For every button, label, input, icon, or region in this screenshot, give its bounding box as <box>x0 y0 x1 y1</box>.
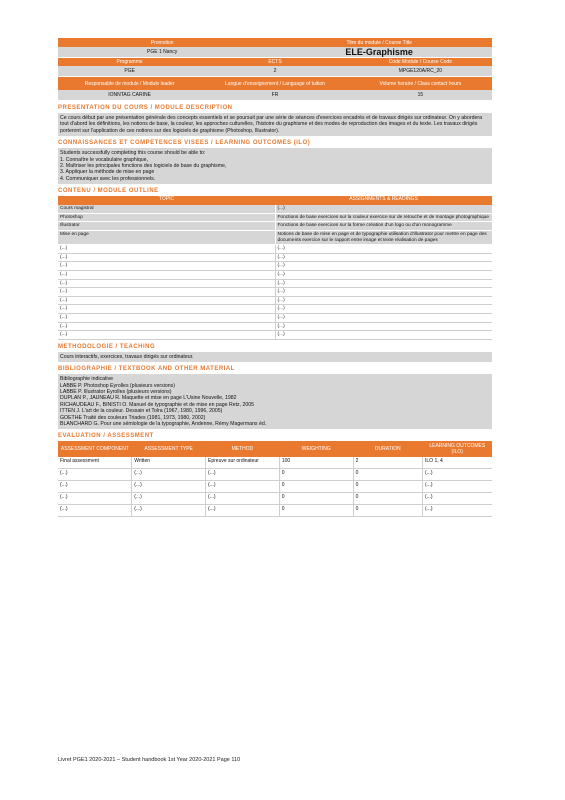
ilo-item: 3. Appliquer la méthode de mise en page <box>60 169 155 176</box>
outline-topic: Photoshop <box>58 213 275 222</box>
contenu-heading: CONTENU / MODULE OUTLINE <box>58 188 159 195</box>
outline-row <box>58 279 492 288</box>
assessment-cell: (...) <box>206 505 280 517</box>
assessment-cell: (...) <box>423 469 493 481</box>
ilo-heading: CONNAISSANCES ET COMPETENCES VISEES / LEARNING OUTCOMES (ILO) <box>58 140 311 147</box>
outline-row <box>58 322 492 331</box>
outline-assignment: (...) <box>275 331 492 340</box>
assessment-cell: (...) <box>423 493 493 505</box>
langue-label: Langue d'enseignement / Language of tuition <box>201 77 349 91</box>
outline-assignment: (...) <box>275 245 492 254</box>
course-title: ELE-Graphisme <box>266 47 492 58</box>
outline-table <box>58 196 492 340</box>
outline-assignment: (...) <box>275 279 492 288</box>
outline-row <box>58 288 492 297</box>
eval-header: METHOD <box>206 441 280 457</box>
programme-table <box>58 58 492 101</box>
programme-label: Programme <box>58 58 201 66</box>
assessment-cell: (...) <box>58 505 132 517</box>
eval-header: ASSESSMENT COMPONENT <box>58 441 132 457</box>
assessment-table <box>58 441 492 517</box>
assessment-cell: (...) <box>132 481 206 493</box>
outline-topic: (...) <box>58 313 275 322</box>
outline-row <box>58 331 492 340</box>
assessment-cell: (...) <box>58 469 132 481</box>
assessment-cell: (...) <box>132 505 206 517</box>
outline-topic: Illustrator <box>58 222 275 231</box>
programme-value: PGE <box>58 66 201 77</box>
outline-topic: Cours magistral <box>58 205 275 213</box>
ects-label: ECTS <box>201 58 349 66</box>
outline-topic: (...) <box>58 322 275 331</box>
assessment-row <box>58 505 492 517</box>
title-label: Titre du module / Course Title <box>266 38 492 47</box>
assessment-cell: 2 <box>353 457 422 469</box>
outline-assignment: (...) <box>275 305 492 314</box>
bibliographie-heading: BIBLIOGRAPHIE / TEXTBOOK AND OTHER MATERIAL <box>58 366 235 373</box>
assessment-cell: (...) <box>58 481 132 493</box>
outline-row <box>58 205 492 213</box>
biblio-line: LABBE P. Illustrator Eyrolles (plusieurs versions) <box>60 388 172 395</box>
eval-header: DURATION <box>353 441 422 457</box>
assessment-cell: 0 <box>279 493 353 505</box>
assessment-cell: Epreuve sur ordinateur <box>206 457 280 469</box>
assessment-row <box>58 469 492 481</box>
eval-header: ASSESSMENT TYPE <box>132 441 206 457</box>
presentation-heading: PRESENTATION DU COURS / MODULE DESCRIPTION <box>58 105 233 111</box>
outline-row <box>58 245 492 254</box>
assessment-cell: 0 <box>279 505 353 517</box>
eval-header: LEARNING OUTCOMES (ILO) <box>423 441 493 457</box>
biblio-line: LABBE P. Photoshop Eyrolles (plusieurs versions) <box>60 382 175 389</box>
assessment-cell: Written <box>132 457 206 469</box>
outline-topic: (...) <box>58 271 275 280</box>
ilo-item: 1. Connaître le vocabulaire graphique, <box>60 156 148 163</box>
ilo-box <box>58 148 492 184</box>
eval-header: WEIGHTING <box>279 441 353 457</box>
assessment-cell: (...) <box>206 469 280 481</box>
outline-assignment: Notions de base de mise en page et de typographie utilisation d'illustrator pour mettre en page des documents exercice sur le rapport entre image et texte réalisation de pages <box>275 231 492 245</box>
outline-row <box>58 296 492 305</box>
outline-assignment: (...) <box>275 313 492 322</box>
assessment-cell: 0 <box>353 493 422 505</box>
ilo-intro: Students successfully completing this course should be able to: <box>60 150 206 157</box>
assessment-cell: 0 <box>279 469 353 481</box>
outline-topic: (...) <box>58 245 275 254</box>
outline-assignment: (...) <box>275 322 492 331</box>
assessment-cell: (...) <box>206 493 280 505</box>
presentation-text: Ce cours début par une présentation générale des concepts essentiels et se poursuit par une série de séances d'exercices encadrés et de travaux dirigés sur ordinateur. On y abordera tout d'abord les définitions, les notions de base, la couleur, les approches culturelles, l'histoire du graphisme et des modes de reproduction des images et du texte. Les travaux dirigés porteront sur l'application de ces notions sur des logiciels de graphisme (Photoshop, Illustrator). <box>60 115 483 134</box>
outline-row <box>58 305 492 314</box>
responsable-value: IONNTAG CARINE <box>58 90 201 101</box>
assessment-cell: 0 <box>279 481 353 493</box>
outline-row <box>58 262 492 271</box>
outline-assignment: (...) <box>275 205 492 213</box>
outline-topic: (...) <box>58 279 275 288</box>
outline-row <box>58 313 492 322</box>
document-page <box>58 38 492 517</box>
outline-topic: (...) <box>58 296 275 305</box>
presentation-box <box>58 113 492 136</box>
outline-row <box>58 222 492 231</box>
methodologie-box <box>58 352 492 362</box>
assessment-cell: 0 <box>353 505 422 517</box>
outline-assignment: (...) <box>275 288 492 297</box>
outline-row <box>58 213 492 222</box>
methodologie-heading: METHODOLOGIE / TEACHING <box>58 343 156 350</box>
code-label: Code Module / Course Code <box>349 58 492 66</box>
assessment-cell: Final assessment <box>58 457 132 469</box>
biblio-line: DUPLAN P., JAUNEAU R. Maquette et mise en page L'Usine Nouvelle, 1982 <box>60 395 237 402</box>
assessment-cell: 0 <box>353 481 422 493</box>
module-header-table <box>58 38 492 58</box>
outline-assignment: Fonctions de base exercices sur la couleur exercice sur de retouche et de montage photographique <box>275 213 492 222</box>
outline-assignment: (...) <box>275 296 492 305</box>
code-value: MPGE120A/RC_20 <box>349 66 492 77</box>
evaluation-heading: EVALUATION / ASSESSMENT <box>58 433 154 440</box>
outline-assignment: Fonctions de base exercices sur la forme création d'un logo ou d'un monogramme <box>275 222 492 231</box>
assessment-cell: (...) <box>423 505 493 517</box>
volume-value: 15 <box>349 90 492 101</box>
outline-topic: (...) <box>58 253 275 262</box>
bibliographie-box <box>58 374 492 429</box>
responsable-label: Responsable de module / Module leader <box>58 77 201 91</box>
langue-value: FR <box>201 90 349 101</box>
outline-row <box>58 253 492 262</box>
biblio-line: GOETHE Traité des couleurs Triades (1981, 1973, 1980, 2002) <box>60 414 206 421</box>
outline-assignment: (...) <box>275 253 492 262</box>
biblio-line: ITTEN J. L'art de la couleur. Dessain et Tolra (1967, 1980, 1996, 2005) <box>60 408 223 415</box>
promotion-label: Promotion <box>58 38 266 47</box>
assessment-cell: (...) <box>206 481 280 493</box>
outline-topic: (...) <box>58 331 275 340</box>
assign-header: ASSIGNMENTS & READINGS <box>275 196 492 205</box>
volume-label: Volume horaire / Class contact hours <box>349 77 492 91</box>
assessment-cell: (...) <box>132 469 206 481</box>
methodologie-text: Cours interactifs, exercices, travaux dirigés sur ordinateur. <box>60 353 194 360</box>
outline-topic: (...) <box>58 262 275 271</box>
assessment-cell: 100 <box>279 457 353 469</box>
outline-assignment: (...) <box>275 262 492 271</box>
outline-topic: (...) <box>58 305 275 314</box>
outline-assignment: (...) <box>275 271 492 280</box>
page-footer: Livret PGE1 2020-2021 – Student handbook 1st Year 2020-2021 Page 110 <box>58 757 241 763</box>
outline-row <box>58 231 492 245</box>
outline-topic: (...) <box>58 288 275 297</box>
promotion-value: PGE 1 Nancy <box>58 47 266 58</box>
biblio-line: Bibliographie indicative <box>60 376 114 383</box>
assessment-row <box>58 457 492 469</box>
assessment-cell: (...) <box>132 493 206 505</box>
assessment-cell: ILO 1, 4 <box>423 457 493 469</box>
outline-row <box>58 271 492 280</box>
ects-value: 2 <box>201 66 349 77</box>
assessment-cell: (...) <box>58 493 132 505</box>
assessment-row <box>58 481 492 493</box>
assessment-cell: (...) <box>423 481 493 493</box>
biblio-line: RICHAUDEAU F., BINISTI O. Manuel de typographie et de mise en page Retz, 2005 <box>60 401 255 408</box>
assessment-cell: 0 <box>353 469 422 481</box>
ilo-item: 4. Communiquer avec les professionnels. <box>60 175 156 182</box>
outline-topic: Mise en page <box>58 231 275 245</box>
assessment-row <box>58 493 492 505</box>
ilo-item: 2. Maîtriser les principales fonctions des logiciels de base du graphisme, <box>60 163 227 170</box>
biblio-line: BLANCHARD G. Pour une sémiologie de la typographie, Andenne, Rémy Magermans éd. <box>60 421 267 427</box>
topic-header: TOPIC <box>58 196 275 205</box>
